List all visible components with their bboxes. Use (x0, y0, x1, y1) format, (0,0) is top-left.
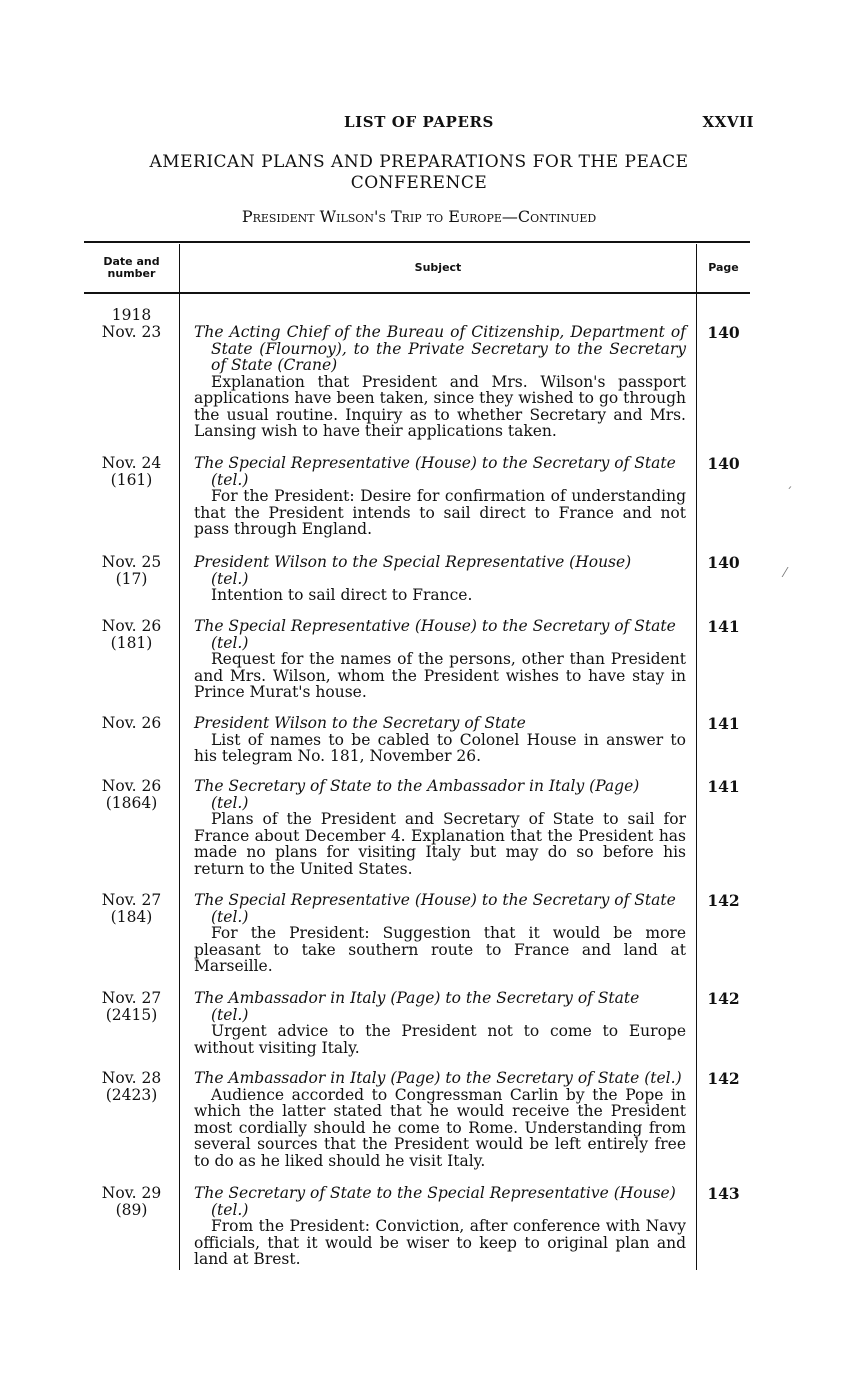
entry-page: 140 (707, 323, 740, 342)
subject-cell (194, 455, 686, 538)
entry-summary: Plans of the President and Secretary of State to sail for France about December 4. Explanation that the President has made no plans for visiting Italy but may do so before his return to the United States. (194, 810, 686, 878)
entry-page: 142 (707, 989, 740, 1008)
entry-page: 142 (707, 891, 740, 910)
entry-number: (181) (110, 634, 153, 652)
date-cell (84, 554, 179, 588)
entry-tel: (tel.) (211, 907, 249, 926)
column-header-page: Page (708, 261, 739, 274)
entry-tel: (tel.) (211, 1200, 249, 1219)
entry-page: 141 (707, 617, 740, 636)
section-title-line-1: AMERICAN PLANS AND PREPARATIONS FOR THE PEACE (149, 152, 689, 172)
entry-date: Nov. 28 (101, 1069, 162, 1087)
entry-page: 141 (707, 777, 740, 796)
entry-number: (17) (115, 570, 148, 588)
entry-date: Nov. 29 (101, 1184, 162, 1202)
date-cell (84, 307, 179, 341)
entry-date: Nov. 26 (101, 617, 162, 635)
entry-date: Nov. 26 (101, 714, 162, 732)
entry-date: Nov. 27 (101, 989, 162, 1007)
entry-date: Nov. 26 (101, 777, 162, 795)
subject-cell (194, 990, 686, 1056)
entry-summary: Intention to sail direct to France. (211, 586, 473, 604)
entry-year: 1918 (111, 306, 152, 324)
date-cell (84, 892, 179, 926)
subject-cell (194, 892, 686, 975)
column-header-subject: Subject (414, 261, 462, 274)
margin-pencil-mark: ⁄ (784, 566, 787, 581)
entry-date: Nov. 27 (101, 891, 162, 909)
entry-tel: (tel.) (211, 470, 249, 489)
entry-summary: For the President: Desire for confirmation of understanding that the President intends to sail direct to France and not pass through England. (194, 487, 686, 538)
entry-tel: (tel.) (211, 569, 249, 588)
subject-cell (194, 1185, 686, 1268)
date-cell (84, 1070, 179, 1104)
date-cell (84, 715, 179, 732)
section-title (84, 152, 754, 194)
subject-cell (194, 324, 686, 440)
entry-summary: Explanation that President and Mrs. Wilson's passport applications have been taken, since they wished to go through the usual routine. Inquiry as to whether Secretary and Mrs. Lansing wish to have their applications taken. (194, 372, 686, 440)
entry-number: (2423) (105, 1086, 158, 1104)
column-divider-page (696, 244, 697, 1270)
subsection-title: President Wilson's Trip to Europe—Continued (241, 207, 597, 226)
entry-heading: President Wilson to the Secretary of State (194, 714, 526, 732)
subject-cell (194, 715, 686, 765)
entry-heading: The Acting Chief of the Bureau of Citizenship, Department of State (Flournoy), to the Private Secretary to the Secretary of State (Crane) (194, 323, 686, 374)
entry-heading: The Ambassador in Italy (Page) to the Secretary of State (194, 989, 640, 1007)
entry-number: (2415) (105, 1006, 158, 1024)
running-head (84, 113, 754, 135)
entry-summary: For the President: Suggestion that it would be more pleasant to take southern route to France and land at Marseille. (194, 924, 686, 975)
entry-number: (161) (110, 471, 153, 489)
entry-summary: Audience accorded to Congressman Carlin by the Pope in which the latter stated that he would receive the President most cordially should he come to Rome. Understanding from several sources that the President would be left entirely free to do as he liked should he visit Italy. (194, 1085, 686, 1170)
entry-heading: The Ambassador in Italy (Page) to the Secretary of State (tel.) (194, 1069, 682, 1087)
entry-tel: (tel.) (211, 1005, 249, 1024)
running-title: LIST OF PAPERS (344, 113, 494, 131)
column-header-date: Date and number (103, 255, 160, 280)
entry-summary: Urgent advice to the President not to come to Europe without visiting Italy. (194, 1022, 686, 1057)
entry-page: 140 (707, 553, 740, 572)
entry-heading: The Secretary of State to the Ambassador in Italy (Page) (194, 777, 640, 795)
entry-number: (1864) (105, 794, 158, 812)
date-cell (84, 778, 179, 812)
entry-number: (89) (115, 1201, 148, 1219)
entry-summary: From the President: Conviction, after conference with Navy officials, that it would be wiser to keep to original plan and land at Brest. (194, 1217, 686, 1268)
entry-tel: (tel.) (211, 793, 249, 812)
entry-date: Nov. 23 (101, 323, 162, 341)
entry-date: Nov. 24 (101, 454, 162, 472)
date-cell (84, 990, 179, 1024)
margin-pencil-mark: ´ (786, 486, 793, 501)
entry-page: 142 (707, 1069, 740, 1088)
date-cell (84, 618, 179, 652)
entry-page: 141 (707, 714, 740, 733)
entry-number: (184) (110, 908, 153, 926)
entry-page: 143 (707, 1184, 740, 1203)
entry-heading: The Special Representative (House) to the Secretary of State (194, 454, 676, 472)
table-header-rule (84, 292, 750, 294)
entry-heading: President Wilson to the Special Representative (House) (194, 553, 632, 571)
entry-summary: List of names to be cabled to Colonel House in answer to his telegram No. 181, November 26. (194, 730, 686, 765)
column-divider-date (179, 244, 180, 1270)
page-folio: XXVII (702, 113, 754, 131)
entry-heading: The Special Representative (House) to the Secretary of State (194, 617, 676, 635)
subject-cell (194, 1070, 686, 1169)
entry-date: Nov. 25 (101, 553, 162, 571)
subject-cell (194, 618, 686, 701)
entry-summary: Request for the names of the persons, other than President and Mrs. Wilson, whom the President wishes to have stay in Prince Murat's house. (194, 650, 686, 701)
subject-cell (194, 778, 686, 877)
entry-heading: The Secretary of State to the Special Representative (House) (194, 1184, 676, 1202)
entry-tel: (tel.) (211, 633, 249, 652)
date-cell (84, 1185, 179, 1219)
entry-heading: The Special Representative (House) to the Secretary of State (194, 891, 676, 909)
table-top-rule (84, 241, 750, 243)
entry-page: 140 (707, 454, 740, 473)
date-cell (84, 455, 179, 489)
subject-cell (194, 554, 686, 604)
section-title-line-2: CONFERENCE (350, 173, 488, 193)
